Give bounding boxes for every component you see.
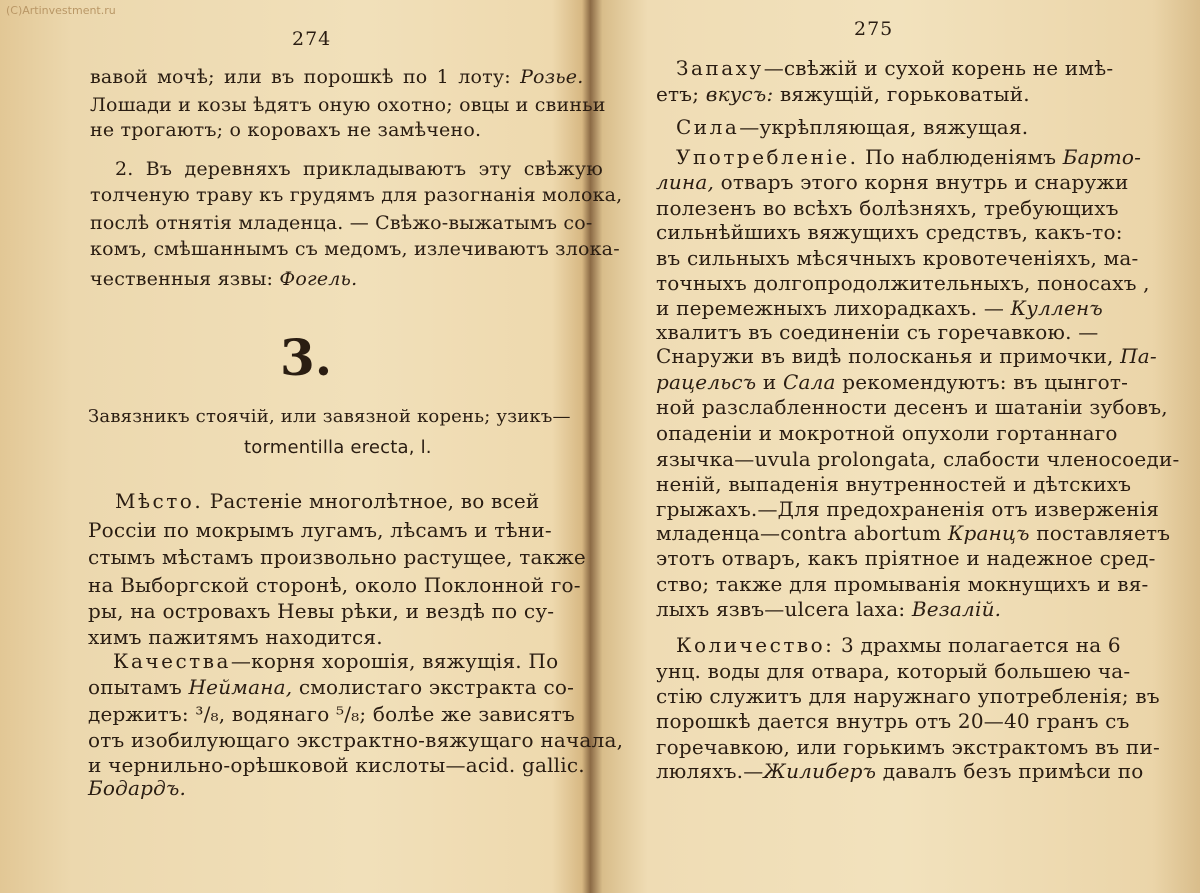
text-span: давалъ безъ примѣси по [882,759,1144,783]
text-line [656,346,1157,366]
text-span: смолистаго экстракта со- [298,675,575,699]
text-line: точныхъ долгопродолжительныхъ, поносахъ , [656,271,1150,295]
text-line [115,491,539,511]
text-line: неній, выпаденія внутренностей и дѣтскихъ [656,472,1132,496]
section-number: 3. [280,328,333,387]
text-line: горечавкою, или горькимъ экстрактомъ въ пи- [656,735,1160,759]
text-line: язычка—uvula prolongata, слабости членосоеди- [656,447,1180,471]
text-line: ной разслабленности десенъ и шатаніи зубовъ, [656,395,1168,419]
author-name: лина, [656,170,715,194]
text-line [88,677,574,697]
text-line [656,599,1001,619]
text-span: отваръ этого корня внутрь и снаружи [720,170,1129,194]
text-span: и [762,370,777,394]
text-line: стію служитъ для наружнаго употребленія; въ [656,684,1160,708]
text-line: хвалитъ въ соединеніи съ горечавкою. — [656,320,1099,344]
text-line [676,635,1121,655]
text-span: и перемежныхъ лихорадкахъ. — [656,296,1005,320]
text-line: ство; также для промыванія мокнущихъ и вя- [656,572,1149,596]
text-span: Растеніе многолѣтное, во всей [209,489,540,513]
text-line: и чернильно-орѣшковой кислоты—acid. gallic. [88,753,585,777]
text-line: этотъ отваръ, какъ пріятное и надежное сред- [656,546,1156,570]
author-name: Неймана, [188,675,293,699]
paragraph-heading: Количество: [676,633,835,657]
author-name: Бодардъ. [88,776,187,800]
text-line: Россіи по мокрымъ лугамъ, лѣсамъ и тѣни- [88,518,552,542]
text-line: стымъ мѣстамъ произвольно растущее, также [88,545,586,569]
text-line [113,651,558,671]
text-span: вавой мочѣ; или въ порошкѣ по 1 лоту: [90,66,511,88]
author-name: Везалій. [911,597,1002,621]
paragraph-heading: Сила [676,115,740,139]
text-line: химъ пажитямъ находится. [88,625,383,649]
text-line: Лошади и козы ѣдятъ оную охотно; овцы и свиньи [90,94,606,116]
text-span: етъ; [656,82,700,106]
text-span: опытамъ [88,675,182,699]
text-line [656,298,1103,318]
text-line [90,270,357,289]
paragraph-heading: Качества [113,649,231,673]
author-name: Кранцъ [947,521,1030,545]
text-span: люляхъ.— [656,759,764,783]
left-page-number: 274 [292,28,332,50]
text-line [656,172,1129,192]
text-span: младенца—contra abortum [656,521,942,545]
text-line [656,523,1170,543]
text-span: Снаружи въ видѣ полосканья и примочки, [656,344,1114,368]
author-name: Барто- [1062,145,1142,169]
text-line [656,84,1030,104]
text-line [676,58,1113,78]
text-line [90,68,584,87]
text-line: держитъ: ³/₈, водянаго ⁵/₈; болѣе же зависятъ [88,702,575,726]
text-line: полезенъ во всѣхъ болѣзняхъ, требующихъ [656,196,1119,220]
text-span: 3 драхмы полагается на 6 [840,633,1121,657]
text-line: унц. воды для отвара, который большею ча- [656,659,1131,683]
author-name: рацельсъ [656,370,757,394]
text-line: порошкѣ дается внутрь отъ 20—40 гранъ съ [656,709,1130,733]
text-line: комъ, смѣшаннымъ съ медомъ, излечиваютъ злока- [90,238,620,260]
text-line: 2. Въ деревняхъ прикладываютъ эту свѣжую [115,158,603,180]
text-span: поставляетъ [1036,521,1171,545]
text-line [676,147,1141,167]
text-line [656,372,1128,392]
text-line: грыжахъ.—Для предохраненія отъ изверженія [656,497,1160,521]
section-title: Завязникъ стоячій, или завязной корень; узикъ— [88,406,571,427]
text-line [656,761,1144,781]
author-name: Жилиберъ [763,759,877,783]
right-page-number: 275 [854,18,894,40]
text-line: сильнѣйшихъ вяжущихъ средствъ, какъ-то: [656,220,1123,244]
paragraph-heading: Употребленіе. [676,145,859,169]
author-name: Па- [1120,344,1157,368]
author-name: Фогель. [279,268,358,290]
text-line: на Выборгской сторонѣ, около Поклонной го- [88,573,581,597]
text-line: послѣ отнятія младенца. — Свѣжо-выжатымъ со- [90,212,593,234]
text-span: —корня хорошія, вяжущія. По [230,649,559,673]
author-name: Розье. [520,66,584,88]
text-span: вяжущій, горьковатый. [779,82,1030,106]
text-line: ры, на островахъ Невы рѣки, и вездѣ по су- [88,599,555,623]
text-line: въ сильныхъ мѣсячныхъ кровотеченіяхъ, ма- [656,246,1139,270]
text-line: не трогаютъ; о коровахъ не замѣчено. [90,119,482,141]
text-line: опаденіи и мокротной опухоли гортаннаго [656,421,1118,445]
italic-term: вкусъ: [705,82,774,106]
text-span: —свѣжій и сухой корень не имѣ- [763,56,1114,80]
text-line: толченую траву къ грудямъ для разогнанія молока, [90,184,623,206]
watermark: (C)Artinvestment.ru [6,4,116,17]
text-span: По наблюденіямъ [865,145,1057,169]
latin-name: tormentilla erecta, l. [244,437,432,458]
text-span: рекомендуютъ: въ цынгот- [842,370,1129,394]
author-name: Кулленъ [1010,296,1103,320]
text-span: —укрѣпляющая, вяжущая. [739,115,1029,139]
paragraph-heading: Запаху [676,56,764,80]
text-line: отъ изобилующаго экстрактно-вяжущаго начала, [88,728,624,752]
author-name: Сала [782,370,836,394]
text-line [676,117,1028,137]
right-page [600,0,1200,893]
paragraph-heading: Мѣсто. [115,489,204,513]
text-span: лыхъ язвъ—ulcera laxa: [656,597,906,621]
text-span: чественныя язвы: [90,268,274,290]
